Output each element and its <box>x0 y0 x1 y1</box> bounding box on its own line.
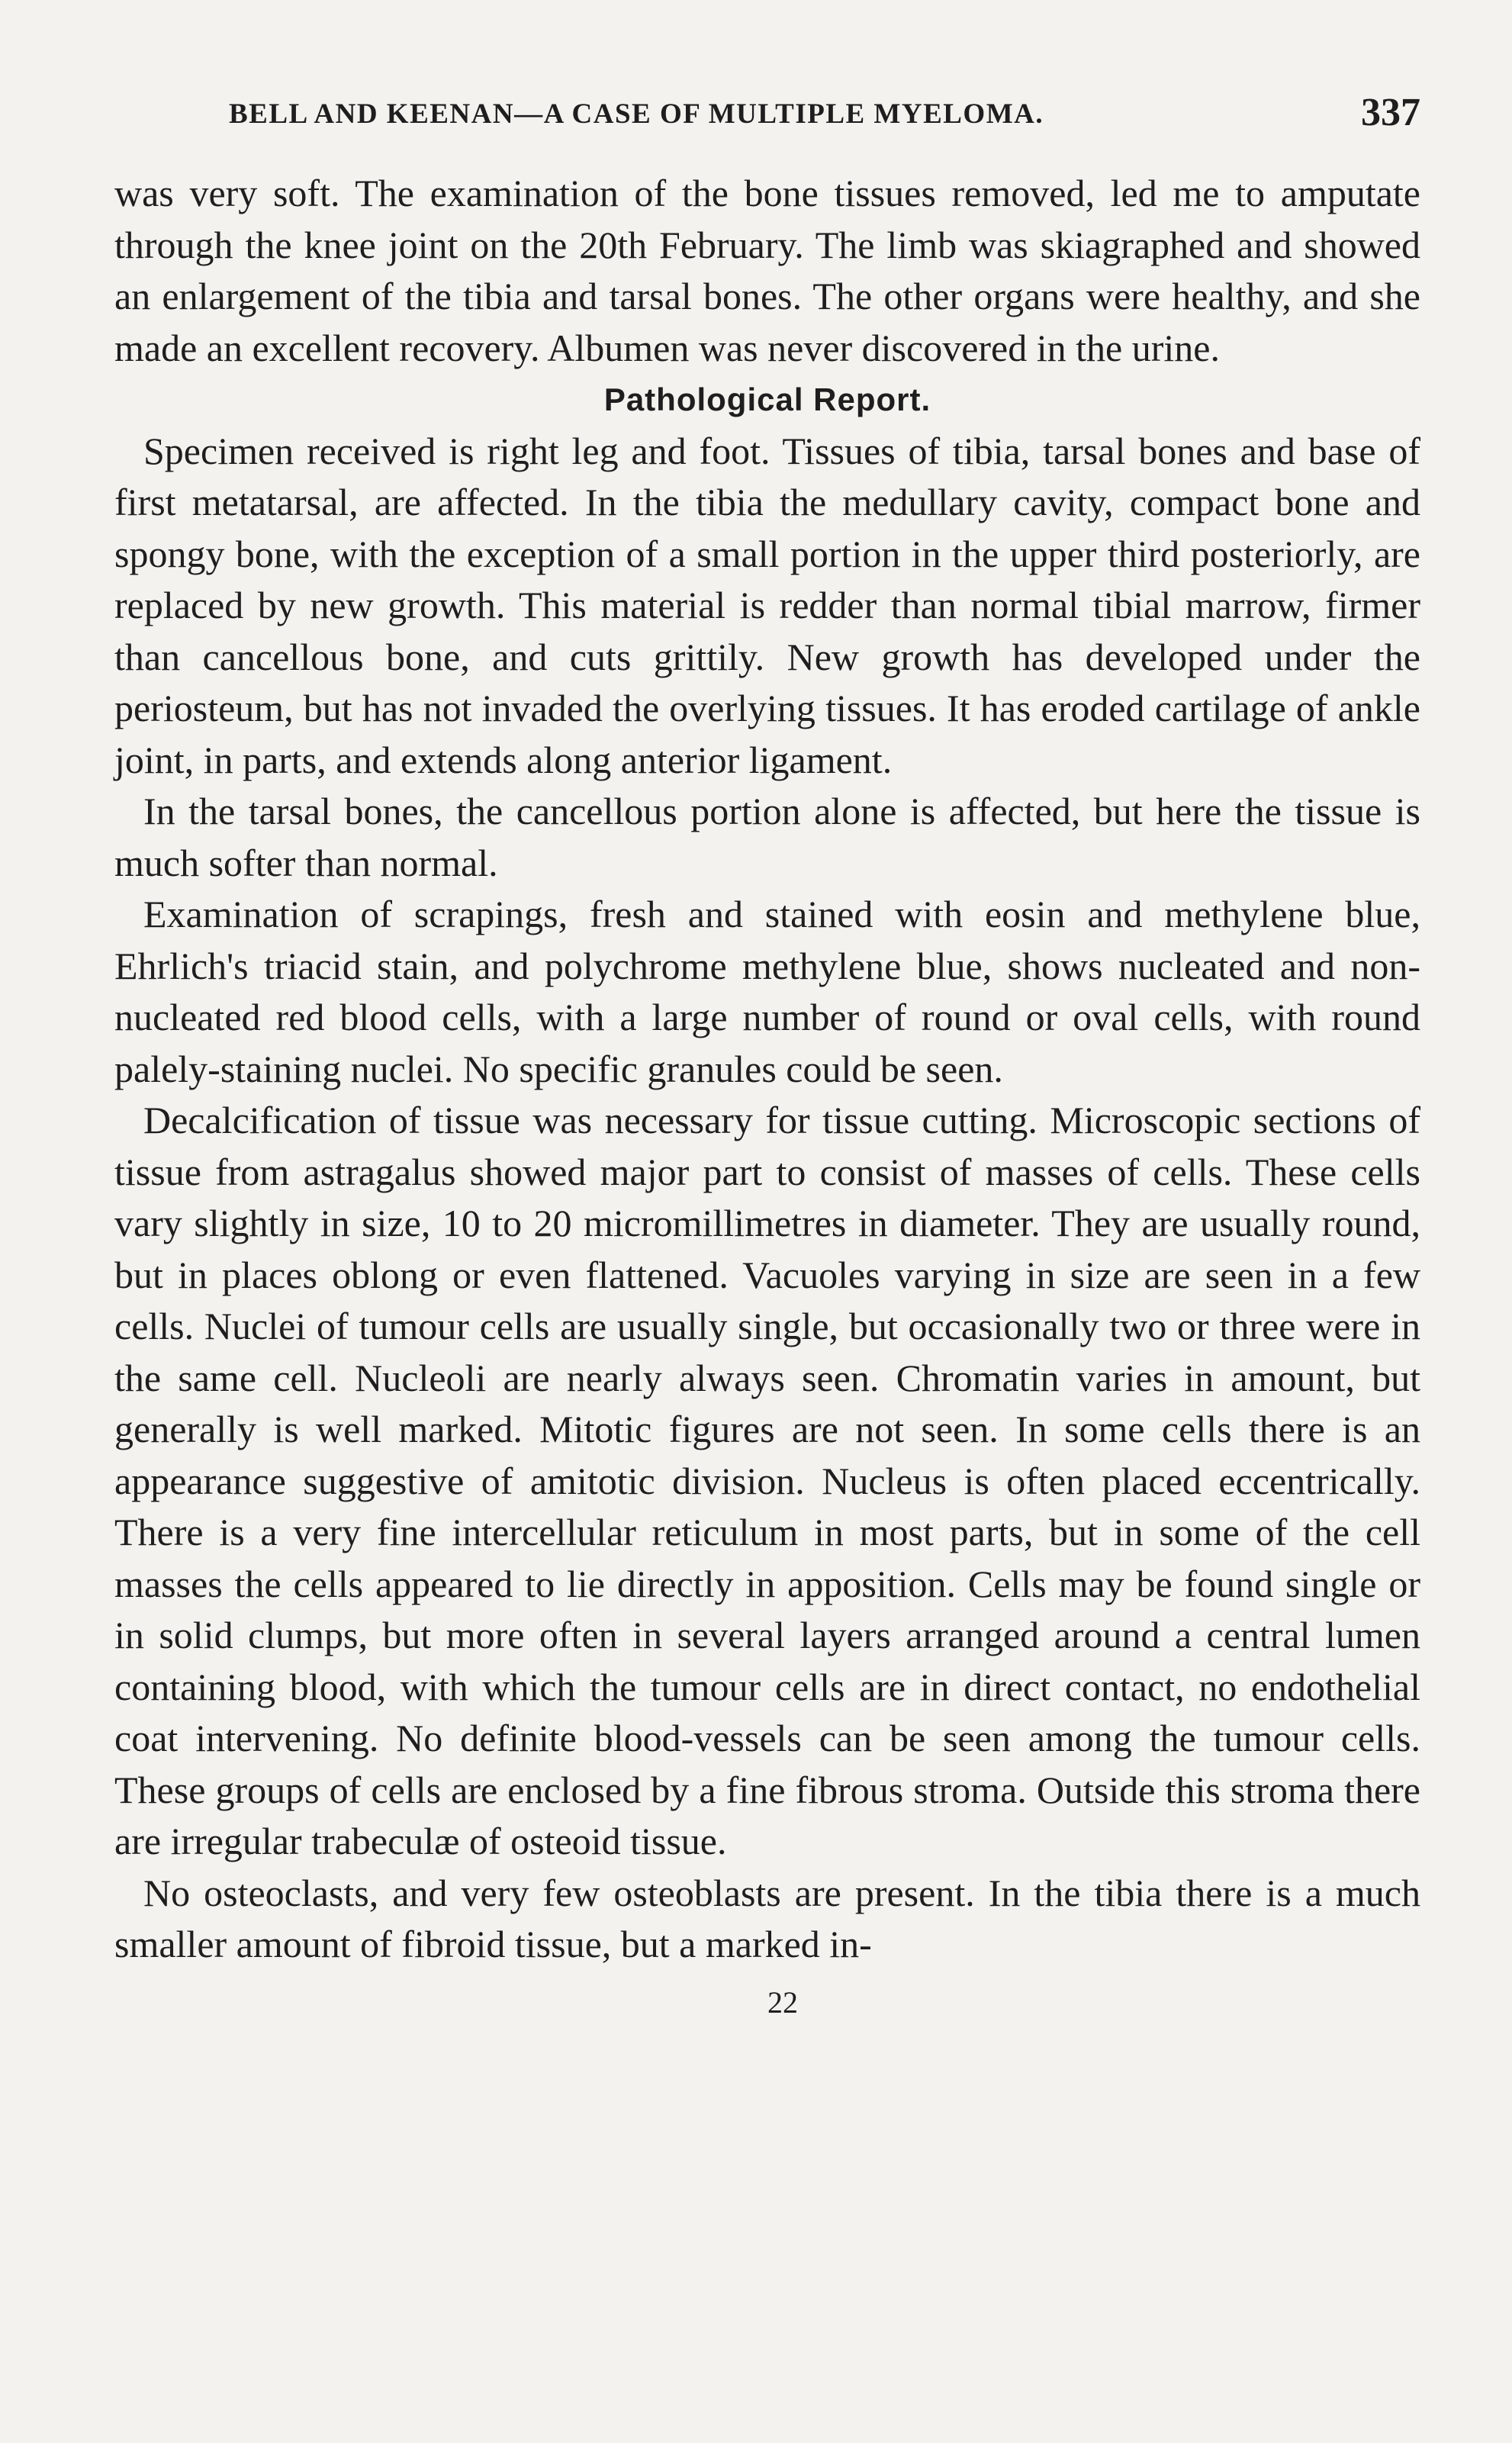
paragraph: Examination of scrapings, fresh and stained with eosin and methylene blue, Ehrlich's triacid stain, and polychrome methylene blue, shows nucleated and non-nucleated red blood cells, with a large number of round or oval cells, with round palely-staining nuclei. No specific granules could be seen. <box>114 893 1420 1090</box>
document-page <box>114 85 1420 2020</box>
page-number: 337 <box>1361 91 1420 134</box>
paragraph: Specimen received is right leg and foot. Tissues of tibia, tarsal bones and base of first metatarsal, are affected. In the tibia the medullary cavity, compact bone and spongy bone, with the exception of a small portion in the upper third posteriorly, are replaced by new growth. This material is redder than normal tibial marrow, firmer than cancellous bone, and cuts grittily. New growth has developed under the periosteum, but has not invaded the overlying tissues. It has eroded cartilage of ankle joint, in parts, and extends along anterior ligament. <box>114 429 1420 781</box>
section-heading: Pathological Report. <box>603 381 931 417</box>
running-title: BELL AND KEENAN—A CASE OF MULTIPLE MYELOMA. <box>229 98 1044 130</box>
paragraph: Decalcification of tissue was necessary for tissue cutting. Microscopic sections of tissue from astragalus showed major part to consist of masses of cells. These cells vary slightly in size, 10 to 20 micromillimetres in diameter. They are usually round, but in places oblong or even flattened. Vacuoles varying in size are seen in a few cells. Nuclei of tumour cells are usually single, but occasionally two or three were in the same cell. Nucleoli are nearly always seen. Chromatin varies in amount, but generally is well marked. Mitotic figures are not seen. In some cells there is an appearance suggestive of amitotic division. Nucleus is often placed eccentrically. There is a very fine intercellular reticulum in most parts, but in some of the cell masses the cells appeared to lie directly in apposition. Cells may be found single or in solid clumps, but more often in several layers arranged around a central lumen containing blood, with which the tumour cells are in direct contact, no endothelial coat intervening. No definite blood-vessels can be seen among the tumour cells. These groups of cells are enclosed by a fine fibrous stroma. Outside this stroma there are irregular trabeculæ of osteoid tissue. <box>114 1099 1420 1862</box>
body-text <box>114 168 1420 1971</box>
paragraph-continuation: was very soft. The examination of the bone tissues removed, led me to amputate through the knee joint on the 20th February. The limb was skiagraphed and showed an enlargement of the tibia and tarsal bones. The other organs were healthy, and she made an excellent recovery. Albumen was never discovered in the urine. <box>114 172 1420 369</box>
paragraph: No osteoclasts, and very few osteoblasts are present. In the tibia there is a much smaller amount of fibroid tissue, but a marked in- <box>114 1871 1420 1965</box>
signature-mark: 22 <box>767 1984 798 2020</box>
running-header <box>114 85 1420 146</box>
paragraph: In the tarsal bones, the cancellous portion alone is affected, but here the tissue is much softer than normal. <box>114 790 1420 884</box>
